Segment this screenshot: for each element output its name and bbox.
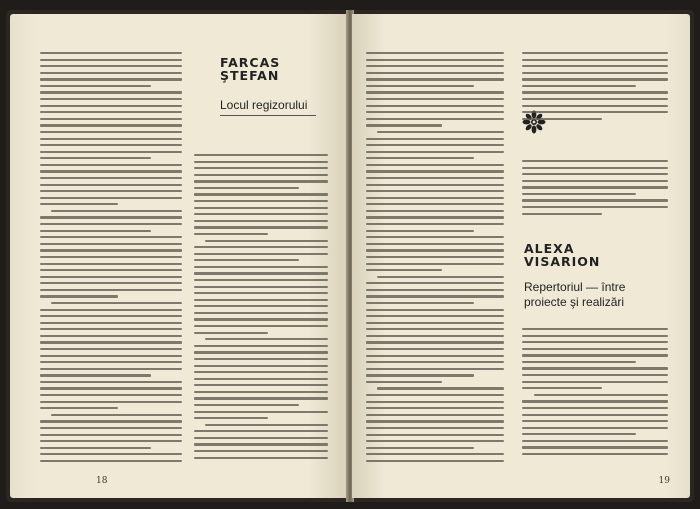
text-line	[522, 111, 668, 113]
text-line	[366, 223, 504, 225]
text-line	[194, 351, 328, 353]
text-line	[40, 322, 182, 324]
text-line	[366, 216, 504, 218]
text-line	[522, 118, 602, 120]
text-line	[522, 348, 668, 350]
text-line	[205, 424, 328, 426]
text-line	[522, 59, 668, 61]
text-line	[194, 384, 328, 386]
text-line	[522, 186, 668, 188]
text-line	[366, 341, 504, 343]
text-line	[194, 378, 328, 380]
text-line	[366, 197, 504, 199]
text-line	[194, 259, 299, 261]
text-line	[40, 164, 182, 166]
text-line	[366, 263, 504, 265]
text-line	[40, 131, 182, 133]
text-line	[366, 447, 474, 449]
text-line	[194, 220, 328, 222]
text-line	[40, 223, 182, 225]
text-line	[194, 187, 299, 189]
intro-text-continued	[522, 160, 668, 219]
text-line	[366, 157, 474, 159]
text-line	[522, 206, 668, 208]
text-line	[194, 246, 328, 248]
text-line	[194, 292, 328, 294]
text-line	[40, 203, 118, 205]
text-line	[40, 295, 118, 297]
text-line	[366, 78, 504, 80]
text-line	[194, 391, 328, 393]
text-line	[366, 105, 504, 107]
text-line	[534, 394, 668, 396]
text-line	[40, 78, 182, 80]
text-line	[366, 401, 504, 403]
text-line	[522, 374, 668, 376]
text-line	[522, 98, 668, 100]
text-line	[194, 312, 328, 314]
text-line	[40, 144, 182, 146]
text-line	[522, 173, 668, 175]
text-line	[366, 164, 504, 166]
page-number: 19	[658, 476, 670, 486]
intro-text-column	[522, 52, 668, 124]
text-line	[522, 52, 668, 54]
text-line	[40, 420, 182, 422]
text-line	[366, 98, 504, 100]
text-line	[366, 414, 504, 416]
text-line	[194, 358, 328, 360]
text-line	[366, 381, 442, 383]
text-line	[522, 160, 668, 162]
text-line	[40, 190, 182, 192]
text-line	[377, 387, 504, 389]
text-line	[366, 335, 504, 337]
author-name	[220, 56, 280, 82]
text-line	[40, 289, 182, 291]
text-line	[522, 427, 668, 429]
text-line	[522, 433, 636, 435]
text-line	[40, 440, 182, 442]
text-line	[366, 322, 504, 324]
text-line	[194, 167, 328, 169]
text-line	[40, 263, 182, 265]
left-page	[10, 14, 348, 498]
text-line	[194, 457, 328, 459]
text-line	[40, 447, 151, 449]
text-line	[522, 414, 668, 416]
text-line	[366, 434, 504, 436]
body-text-column-2	[522, 328, 668, 460]
text-line	[194, 404, 299, 406]
text-line	[40, 72, 182, 74]
text-line	[366, 177, 504, 179]
text-line	[40, 374, 151, 376]
text-line	[51, 414, 182, 416]
text-line	[205, 338, 328, 340]
text-line	[40, 361, 182, 363]
text-line	[366, 124, 442, 126]
text-line	[40, 184, 182, 186]
text-line	[522, 193, 636, 195]
author-last-name: ŞTEFAN	[220, 68, 280, 83]
text-line	[40, 236, 182, 238]
text-line	[40, 91, 182, 93]
text-line	[40, 124, 182, 126]
text-line	[40, 52, 182, 54]
text-line	[40, 276, 182, 278]
text-line	[522, 85, 636, 87]
text-line	[40, 138, 182, 140]
text-line	[40, 269, 182, 271]
text-line	[366, 236, 504, 238]
text-line	[40, 111, 182, 113]
text-line	[366, 407, 504, 409]
text-line	[194, 345, 328, 347]
text-line	[366, 374, 474, 376]
text-line	[522, 420, 668, 422]
text-line	[366, 203, 504, 205]
text-line	[366, 249, 504, 251]
text-line	[194, 417, 268, 419]
text-line	[366, 144, 504, 146]
text-line	[522, 72, 668, 74]
article-title-line-1: Repertoriul — între	[524, 280, 626, 294]
text-line	[40, 98, 182, 100]
text-line	[366, 210, 504, 212]
text-line	[40, 197, 182, 199]
text-line	[194, 332, 268, 334]
text-line	[522, 78, 668, 80]
text-line	[205, 240, 328, 242]
right-page	[352, 14, 690, 498]
text-line	[366, 302, 474, 304]
article-title: Locul regizorului	[220, 98, 308, 112]
text-line	[194, 233, 268, 235]
text-line	[194, 305, 328, 307]
text-line	[522, 367, 668, 369]
text-line	[366, 269, 442, 271]
text-line	[366, 111, 504, 113]
text-line	[366, 420, 504, 422]
text-line	[522, 91, 668, 93]
text-line	[40, 256, 182, 258]
text-line	[40, 105, 182, 107]
text-line	[366, 282, 504, 284]
text-line	[40, 118, 182, 120]
text-line	[194, 200, 328, 202]
text-line	[366, 184, 504, 186]
text-line	[366, 65, 504, 67]
text-line	[366, 361, 504, 363]
text-line	[522, 446, 668, 448]
text-line	[522, 407, 668, 409]
body-text-column-2	[194, 154, 328, 463]
text-line	[40, 243, 182, 245]
text-line	[366, 243, 504, 245]
text-line	[522, 361, 636, 363]
article-title	[524, 280, 625, 310]
text-line	[366, 118, 504, 120]
text-line	[366, 170, 504, 172]
text-line	[366, 230, 474, 232]
author-last-name: VISARION	[524, 254, 601, 269]
text-line	[522, 167, 668, 169]
text-line	[40, 315, 182, 317]
text-line	[377, 131, 504, 133]
text-line	[194, 325, 328, 327]
text-line	[40, 309, 182, 311]
text-line	[522, 453, 668, 455]
text-line	[40, 282, 182, 284]
text-line	[522, 180, 668, 182]
text-line	[194, 272, 328, 274]
body-text-column-1	[40, 52, 182, 466]
text-line	[377, 276, 504, 278]
text-line	[40, 434, 182, 436]
text-line	[40, 407, 118, 409]
text-line	[522, 65, 668, 67]
text-line	[194, 226, 328, 228]
author-first-name: ALEXA	[524, 241, 575, 256]
author-name	[524, 242, 600, 268]
text-line	[366, 453, 504, 455]
text-line	[366, 440, 504, 442]
text-line	[194, 279, 328, 281]
text-line	[366, 394, 504, 396]
text-line	[194, 299, 328, 301]
text-line	[40, 401, 182, 403]
text-line	[194, 266, 328, 268]
text-line	[194, 161, 328, 163]
text-line	[366, 59, 504, 61]
text-line	[194, 397, 328, 399]
text-line	[194, 318, 328, 320]
text-line	[194, 180, 328, 182]
title-underline	[220, 115, 316, 116]
text-line	[366, 348, 504, 350]
text-line	[40, 341, 182, 343]
text-line	[40, 387, 182, 389]
text-line	[522, 381, 668, 383]
text-line	[366, 355, 504, 357]
text-line	[522, 387, 602, 389]
text-line	[366, 315, 504, 317]
text-line	[40, 170, 182, 172]
text-line	[194, 154, 328, 156]
text-line	[522, 335, 668, 337]
text-line	[366, 256, 504, 258]
text-line	[194, 437, 328, 439]
text-line	[366, 368, 504, 370]
text-line	[522, 105, 668, 107]
text-line	[40, 151, 182, 153]
text-line	[366, 289, 504, 291]
text-line	[40, 368, 182, 370]
text-line	[366, 138, 504, 140]
text-line	[194, 253, 328, 255]
text-line	[194, 365, 328, 367]
text-line	[522, 199, 668, 201]
text-line	[522, 213, 602, 215]
text-line	[40, 249, 182, 251]
text-line	[40, 394, 182, 396]
page-number: 18	[96, 476, 108, 486]
text-line	[51, 210, 182, 212]
text-line	[366, 328, 504, 330]
text-line	[194, 213, 328, 215]
text-line	[51, 302, 182, 304]
text-line	[40, 460, 182, 462]
text-line	[40, 230, 151, 232]
text-line	[522, 354, 668, 356]
text-line	[194, 430, 328, 432]
text-line	[366, 295, 504, 297]
text-line	[366, 91, 504, 93]
text-line	[366, 85, 474, 87]
text-line	[40, 177, 182, 179]
text-line	[522, 341, 668, 343]
text-line	[40, 453, 182, 455]
text-line	[522, 440, 668, 442]
text-line	[40, 355, 182, 357]
body-text-column-1	[366, 52, 504, 466]
text-line	[366, 72, 504, 74]
text-line	[366, 52, 504, 54]
text-line	[40, 348, 182, 350]
text-line	[366, 309, 504, 311]
magazine-spread	[6, 10, 694, 502]
text-line	[522, 328, 668, 330]
text-line	[366, 151, 504, 153]
text-line	[40, 65, 182, 67]
text-line	[40, 59, 182, 61]
text-line	[194, 450, 328, 452]
text-line	[366, 427, 504, 429]
text-line	[40, 157, 151, 159]
text-line	[40, 427, 182, 429]
text-line	[40, 335, 182, 337]
text-line	[40, 381, 182, 383]
text-line	[194, 193, 328, 195]
text-line	[366, 190, 504, 192]
author-first-name: FARCAS	[220, 55, 281, 70]
text-line	[40, 328, 182, 330]
text-line	[522, 400, 668, 402]
article-title-line-2: proiecte şi realizări	[524, 295, 625, 309]
text-line	[40, 85, 151, 87]
text-line	[194, 411, 328, 413]
text-line	[194, 174, 328, 176]
text-line	[40, 216, 182, 218]
text-line	[194, 371, 328, 373]
text-line	[366, 460, 504, 462]
text-line	[194, 443, 328, 445]
text-line	[194, 286, 328, 288]
text-line	[194, 207, 328, 209]
